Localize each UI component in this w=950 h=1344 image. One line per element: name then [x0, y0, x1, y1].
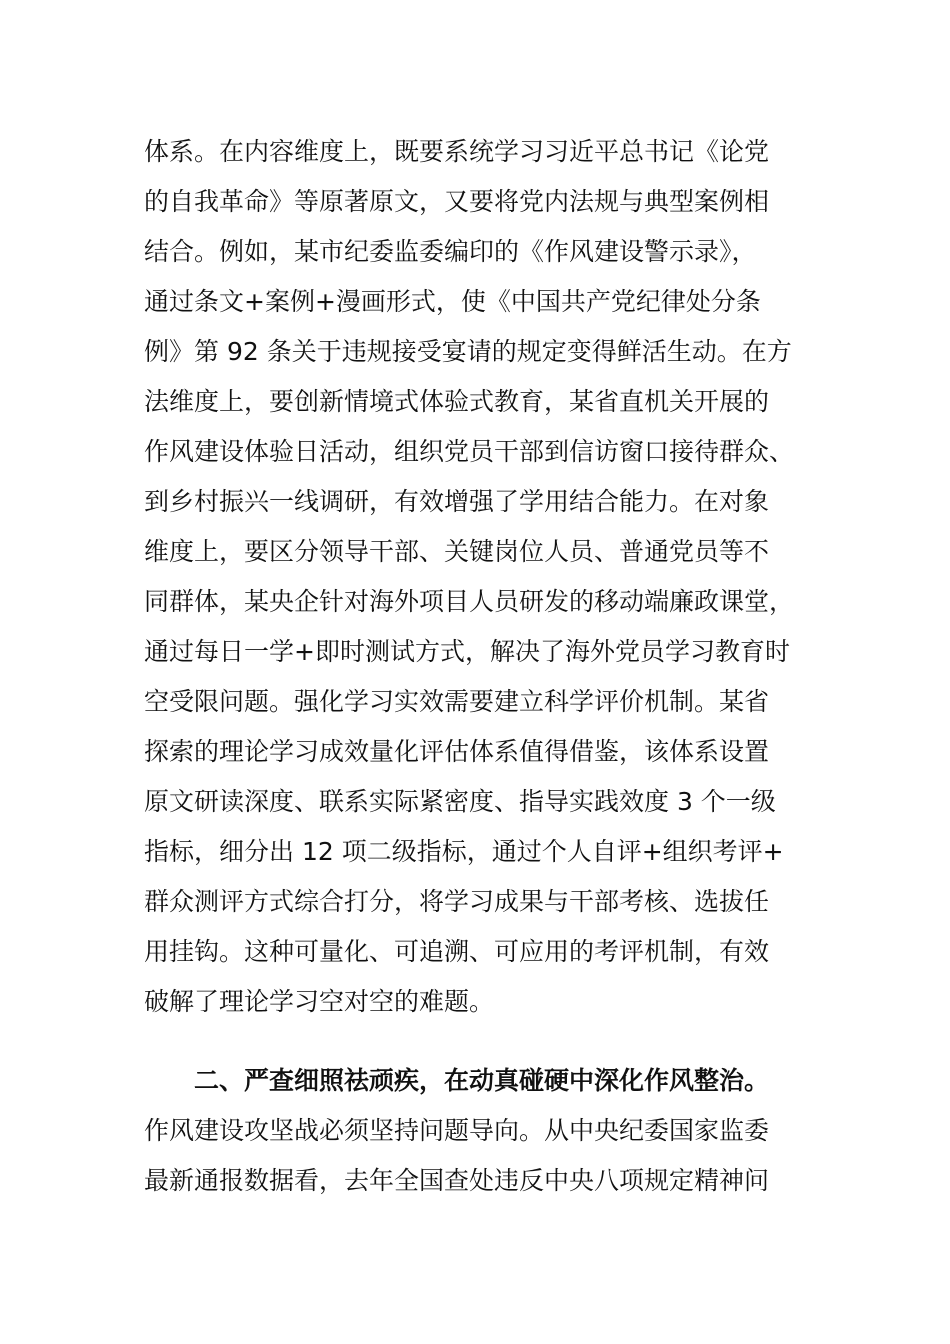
paragraph-line: 通过每日一学+即时测试方式，解决了海外党员学习教育时 — [144, 637, 790, 666]
paragraph-line: 体系。在内容维度上，既要系统学习习近平总书记《论党 — [144, 137, 770, 166]
paragraph-line: 结合。例如，某市纪委监委编印的《作风建设警示录》， — [144, 237, 757, 266]
paragraph-line: 破解了理论学习空对空的难题。 — [144, 987, 495, 1016]
paragraph-line: 作风建设体验日活动，组织党员干部到信访窗口接待群众、 — [144, 437, 795, 466]
body-paragraph-1 — [144, 127, 824, 1027]
paragraph-line: 同群体，某央企针对海外项目人员研发的移动端廉政课堂， — [144, 587, 795, 616]
paragraph-line: 作风建设攻坚战必须坚持问题导向。从中央纪委国家监委 — [144, 1116, 770, 1145]
paragraph-line: 例》第 92 条关于违规接受宴请的规定变得鲜活生动。在方 — [144, 337, 792, 366]
paragraph-line: 法维度上，要创新情境式体验式教育，某省直机关开展的 — [144, 387, 770, 416]
paragraph-line: 指标，细分出 12 项二级指标，通过个人自评+组织考评+ — [144, 837, 784, 866]
paragraph-line: 的自我革命》等原著原文，又要将党内法规与典型案例相 — [144, 187, 770, 216]
paragraph-line: 空受限问题。强化学习实效需要建立科学评价机制。某省 — [144, 687, 770, 716]
paragraph-line: 最新通报数据看，去年全国查处违反中央八项规定精神问 — [144, 1166, 770, 1195]
paragraph-line: 原文研读深度、联系实际紧密度、指导实践效度 3 个一级 — [144, 787, 776, 816]
paragraph-line: 用挂钩。这种可量化、可追溯、可应用的考评机制，有效 — [144, 937, 770, 966]
paragraph-line: 群众测评方式综合打分，将学习成果与干部考核、选拔任 — [144, 887, 770, 916]
paragraph-line: 维度上，要区分领导干部、关键岗位人员、普通党员等不 — [144, 537, 770, 566]
paragraph-line: 通过条文+案例+漫画形式，使《中国共产党纪律处分条 — [144, 287, 761, 316]
section-heading: 二、严查细照祛顽疾，在动真碰硬中深化作风整治。 — [194, 1066, 770, 1095]
body-paragraph-2 — [144, 1056, 824, 1206]
paragraph-line: 到乡村振兴一线调研，有效增强了学用结合能力。在对象 — [144, 487, 770, 516]
paragraph-line: 探索的理论学习成效量化评估体系值得借鉴，该体系设置 — [144, 737, 770, 766]
